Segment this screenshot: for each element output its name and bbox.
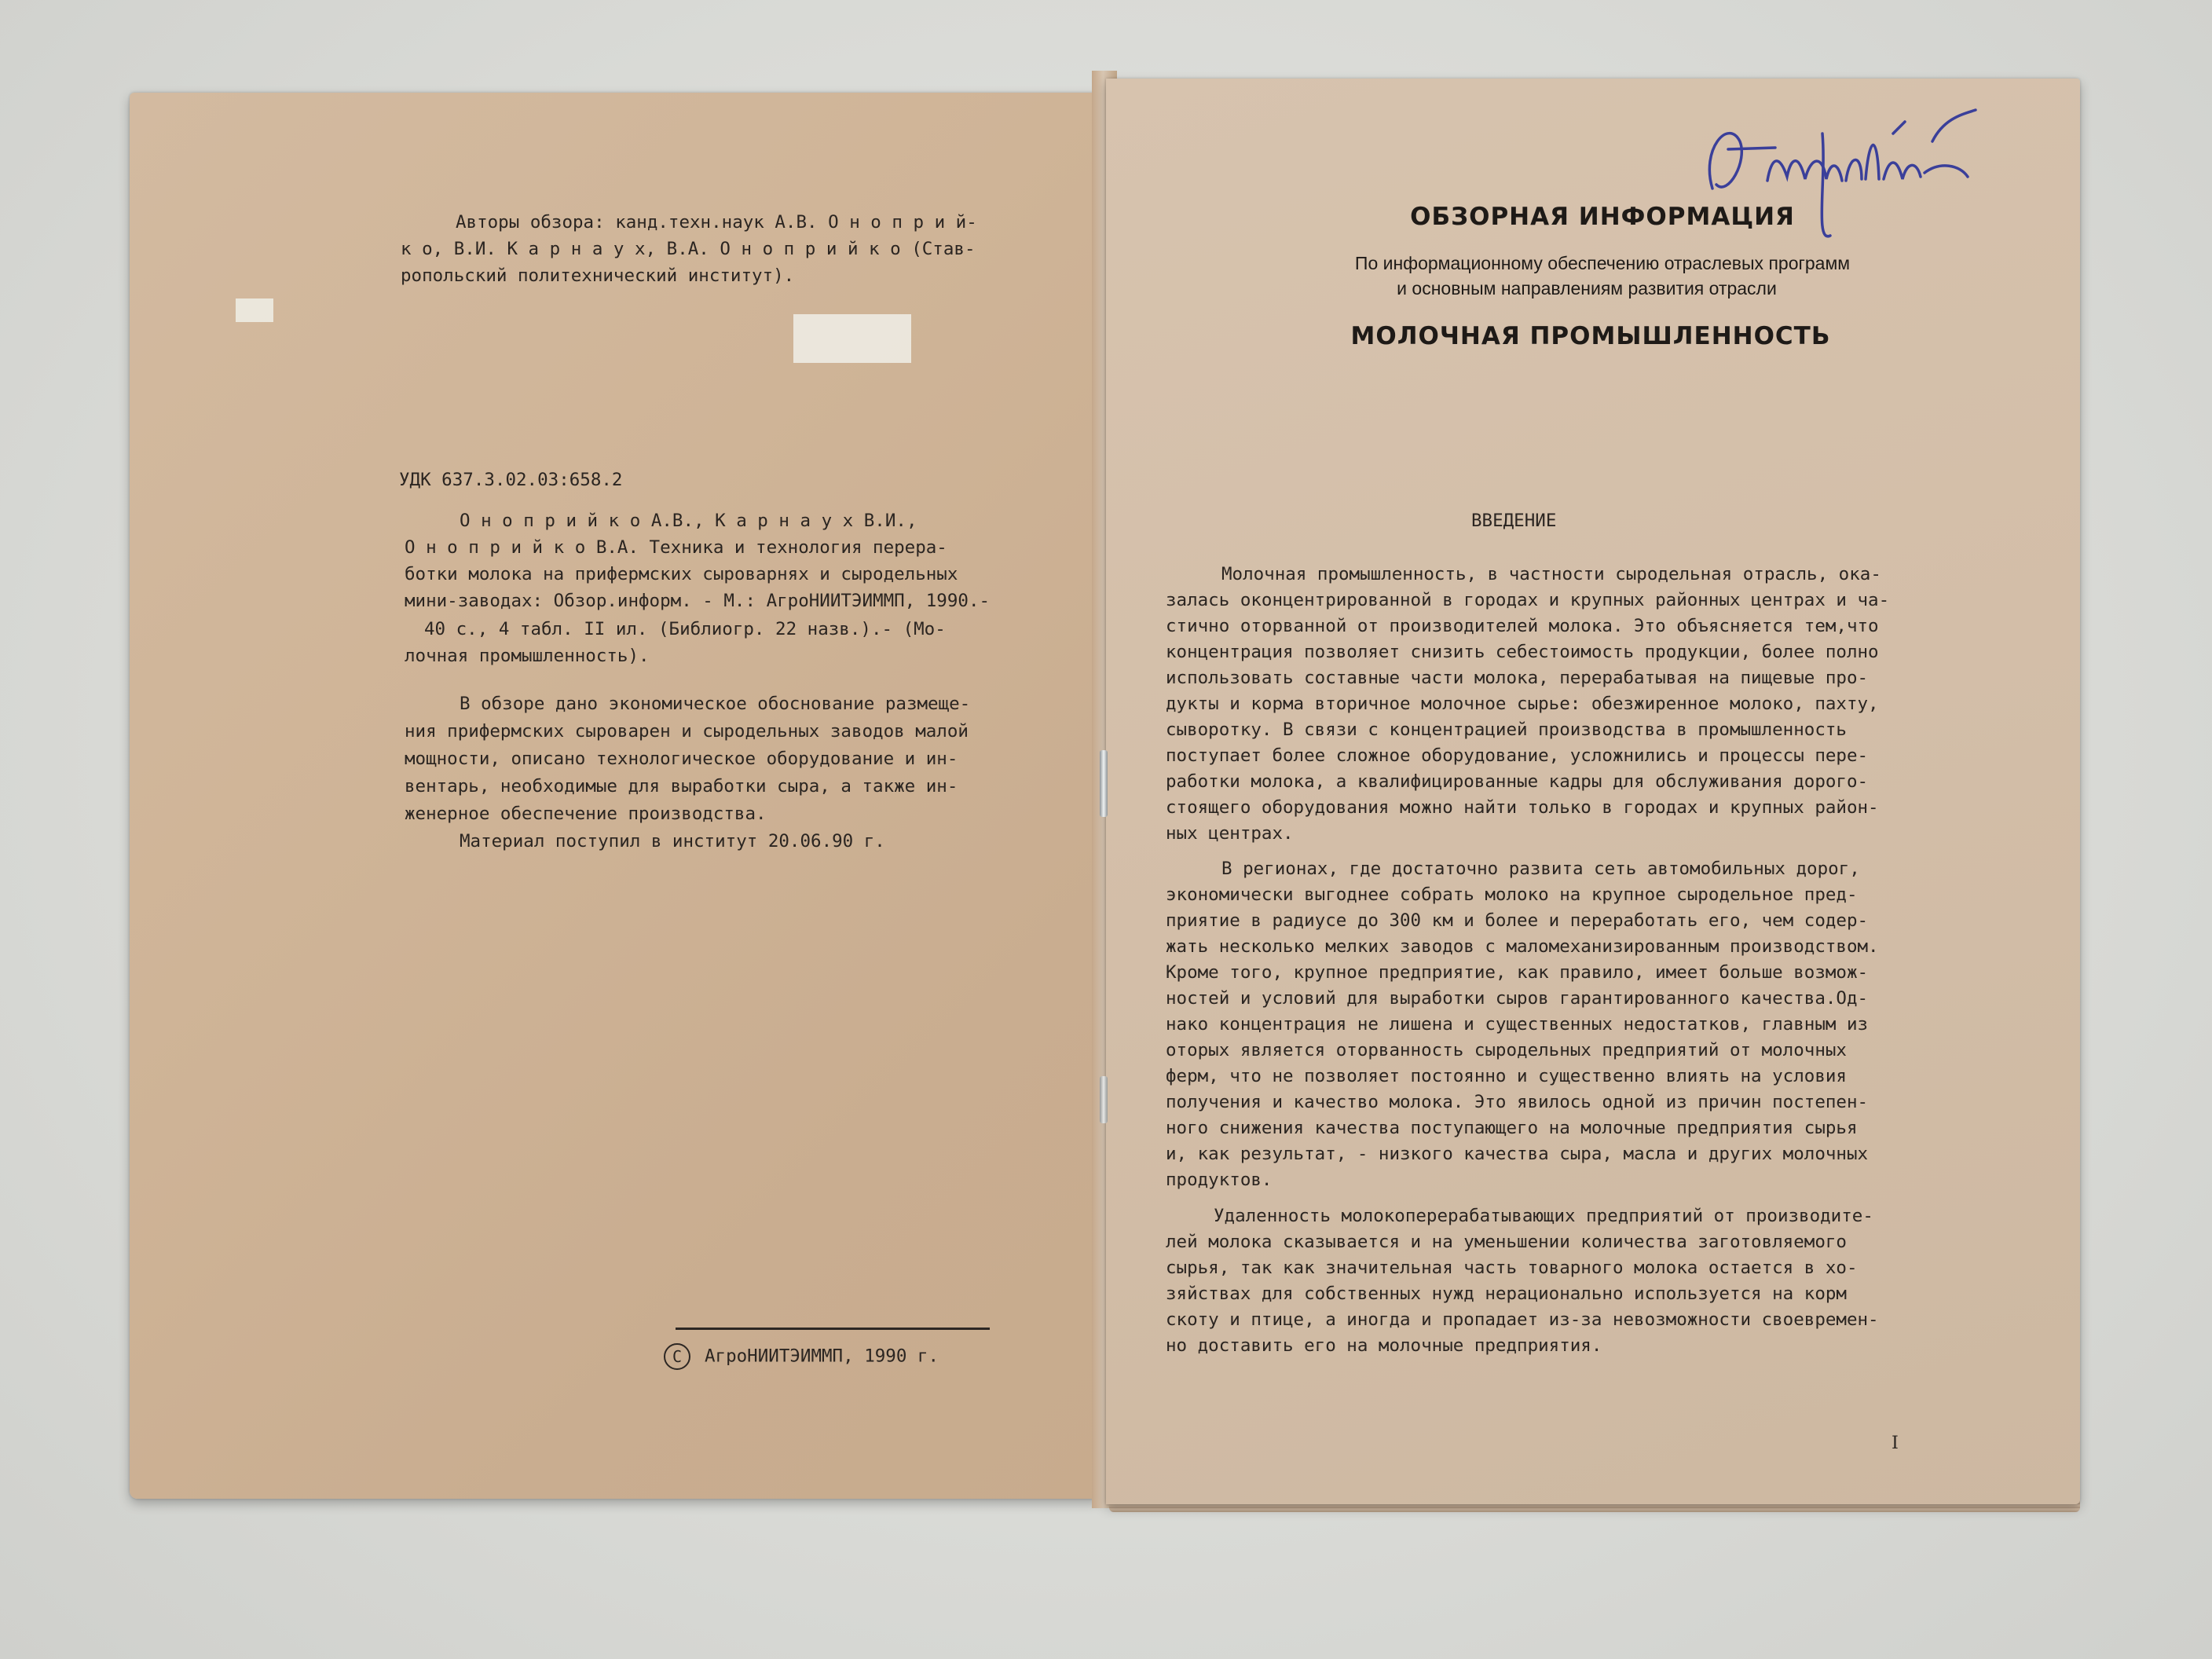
copyright-rule xyxy=(676,1328,990,1330)
series-title: ОБЗОРНАЯ ИНФОРМАЦИЯ xyxy=(1410,203,1795,231)
staple xyxy=(1100,1076,1108,1123)
industry-title: МОЛОЧНАЯ ПРОМЫШЛЕННОСТЬ xyxy=(1350,322,1831,350)
abstract-line: вентарь, необходимые для выработки сыра, а также ин- xyxy=(405,776,958,797)
body-line: В регионах, где достаточно развита сеть автомобильных дорог, xyxy=(1221,859,1860,879)
body-line: ных центрах. xyxy=(1166,823,1294,844)
body-line: скоту и птице, а иногда и пропадает из-за невозможности своевремен- xyxy=(1166,1309,1879,1330)
copyright-text: АгроНИИТЭИММП, 1990 г. xyxy=(705,1346,939,1367)
body-line: лей молока сказывается и на уменьшении количества заготовляемого xyxy=(1166,1232,1847,1252)
received-date: Материал поступил в институт 20.06.90 г. xyxy=(460,831,885,851)
body-line: ностей и условий для выработки сыров гарантированного качества.Од- xyxy=(1166,988,1869,1009)
tape-remnant xyxy=(793,314,911,363)
body-line: работки молока, а квалифицированные кадры для обслуживания дорого- xyxy=(1166,771,1869,792)
abstract-line: В обзоре дано экономическое обоснование размеще- xyxy=(460,694,971,714)
staple xyxy=(1100,750,1108,817)
citation-line: О н о п р и й к о А.В., К а р н а у х В.И., xyxy=(460,511,917,531)
abstract-line: мощности, описано технологическое оборудование и ин- xyxy=(405,749,958,769)
citation-line: лочная промышленность). xyxy=(405,646,650,666)
abstract-line: ния прифермских сыроварен и сыродельных заводов малой xyxy=(405,721,969,742)
citation-line: ботки молока на прифермских сыроварнях и сыродельных xyxy=(405,564,958,584)
body-line: ферм, что не позволяет постоянно и существенно влиять на условия xyxy=(1166,1066,1847,1086)
body-line: использовать составные части молока, перерабатывая на пищевые про- xyxy=(1166,668,1869,688)
body-line: Кроме того, крупное предприятие, как правило, имеет больше возмож- xyxy=(1166,962,1869,983)
body-line: зяйствах для собственных нужд нерационально используется на корм xyxy=(1166,1284,1847,1304)
body-line: ного снижения качества поступающего на молочные предприятия сырья xyxy=(1166,1118,1858,1138)
body-line: жать несколько мелких заводов с маломеханизированным производством. xyxy=(1166,936,1879,957)
body-line: Молочная промышленность, в частности сыродельная отрасль, ока- xyxy=(1221,564,1881,584)
body-line: оторых является оторванность сыродельных предприятий от молочных xyxy=(1166,1040,1847,1060)
body-line: но доставить его на молочные предприятия. xyxy=(1166,1335,1602,1356)
body-line: поступает более сложное оборудование, усложнились и процессы пере- xyxy=(1166,745,1869,766)
body-line: стично оторванной от производителей молока. Это объясняется тем,что xyxy=(1166,616,1879,636)
body-line: и, как результат, - низкого качества сыра, масла и других молочных xyxy=(1166,1144,1869,1164)
body-line: залась оконцентрированной в городах и крупных районных центрах и ча- xyxy=(1166,590,1890,610)
body-line: получения и качество молока. Это явилось одной из причин постепен- xyxy=(1166,1092,1869,1112)
handwritten-signature xyxy=(1697,86,1979,244)
page-number: I xyxy=(1892,1433,1899,1453)
body-line: дукты и корма вторичное молочное сырье: обезжиренное молоко, пахту, xyxy=(1166,694,1879,714)
authors-line: к о, В.И. К а р н а у х, В.А. О н о п р и й к о (Став- xyxy=(401,239,976,259)
section-heading: ВВЕДЕНИЕ xyxy=(1471,511,1557,531)
body-line: Удаленность молокоперерабатывающих предприятий от производите- xyxy=(1214,1206,1873,1226)
body-line: сырья, так как значительная часть товарного молока остается в хо- xyxy=(1166,1258,1858,1278)
copyright-symbol: С xyxy=(664,1343,690,1370)
citation-line: О н о п р и й к о В.А. Техника и технология перера- xyxy=(405,537,947,558)
subtitle-line: По информационному обеспечению отраслевых программ xyxy=(1354,253,1851,273)
authors-line: Авторы обзора: канд.техн.наук А.В. О н о п р и й- xyxy=(456,212,977,233)
body-line: продуктов. xyxy=(1166,1170,1273,1190)
body-line: сыворотку. В связи с концентрацией производства в промышленность xyxy=(1166,720,1847,740)
body-line: концентрация позволяет снизить себестоимость продукции, более полно xyxy=(1166,642,1879,662)
body-line: нако концентрация не лишена и существенных недостатков, главным из xyxy=(1166,1014,1869,1035)
body-line: экономически выгоднее собрать молоко на крупное сыродельное пред- xyxy=(1166,884,1858,905)
body-line: стоящего оборудования можно найти только в городах и крупных район- xyxy=(1166,797,1879,818)
tape-remnant xyxy=(236,298,273,322)
citation-line: мини-заводах: Обзор.информ. - М.: АгроНИИТЭИММП, 1990.- xyxy=(405,591,991,611)
udk-code: УДК 637.3.02.03:658.2 xyxy=(399,470,623,490)
subtitle-line: и основным направлениям развития отрасли xyxy=(1397,278,1777,298)
citation-line: 40 с., 4 табл. II ил. (Библиогр. 22 назв.).- (Мо- xyxy=(424,619,946,639)
body-line: приятие в радиусе до 300 км и более и переработать его, чем содер- xyxy=(1166,910,1869,931)
abstract-line: женерное обеспечение производства. xyxy=(405,804,767,824)
authors-line: ропольский политехнический институт). xyxy=(401,266,795,286)
copyright-notice xyxy=(664,1343,939,1370)
